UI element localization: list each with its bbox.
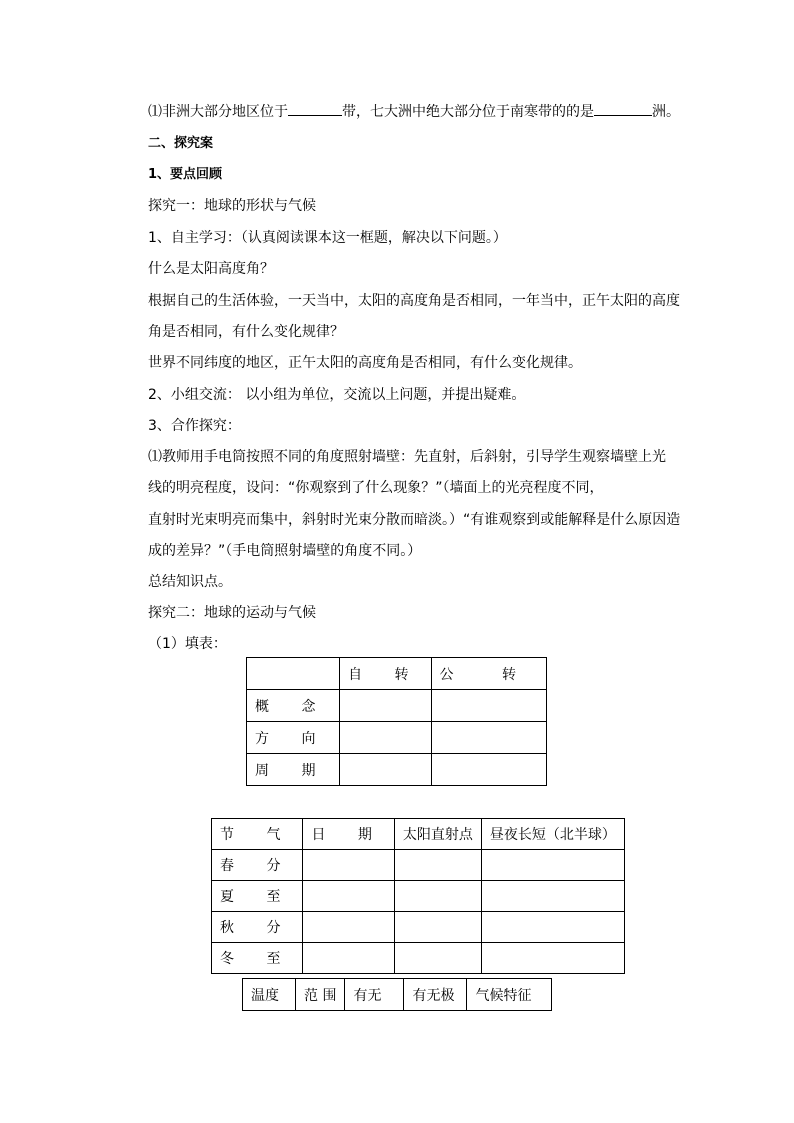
explore-2-title: 探究二：地球的运动与气候: [148, 605, 316, 621]
answer-blank-2[interactable]: [594, 101, 652, 116]
summary-note: 总结知识点。: [148, 574, 232, 590]
question-1-part2: 带，七大洲中绝大部分位于南寒带的的是: [342, 104, 594, 120]
table-header-cell: 公 转: [431, 658, 546, 690]
table-row: [212, 850, 625, 881]
table-input-cell[interactable]: [394, 912, 481, 943]
question-1: [148, 101, 680, 122]
temperature-zone-table: [242, 978, 552, 1011]
table-input-cell[interactable]: [431, 754, 546, 786]
table-row: [247, 690, 547, 722]
table-input-cell[interactable]: [394, 881, 481, 912]
table-row-label: 冬 至: [212, 943, 303, 974]
question-1-part1: ⑴非洲大部分地区位于: [148, 104, 288, 120]
table-header-cell: [247, 658, 340, 690]
solar-terms-table: [211, 818, 625, 974]
table-row-label: 春 分: [212, 850, 303, 881]
table-input-cell[interactable]: [394, 943, 481, 974]
table-row: [247, 722, 547, 754]
section-heading-explore: 二、探究案: [148, 136, 214, 151]
table-input-cell[interactable]: [303, 881, 394, 912]
table-input-cell[interactable]: [340, 754, 431, 786]
rotation-revolution-table: [246, 657, 547, 786]
table-row: [212, 819, 625, 850]
teacher-demo-line-3: 直射时光束明亮而集中，斜射时光束分散而暗淡。）“有谁观察到或能解释是什么原因造: [148, 512, 681, 528]
subheading-review: 1、要点回顾: [148, 167, 223, 182]
cooperative-inquiry: 3、合作探究：: [148, 418, 241, 434]
table-row-label: 秋 分: [212, 912, 303, 943]
table-input-cell[interactable]: [481, 850, 624, 881]
teacher-demo-line-1: ⑴教师用手电筒按照不同的角度照射墙壁：先直射，后斜射，引导学生观察墙壁上光: [148, 449, 666, 465]
table-input-cell[interactable]: [340, 690, 431, 722]
table-row: [212, 912, 625, 943]
table-input-cell[interactable]: [481, 943, 624, 974]
table-row-label: 方 向: [247, 722, 340, 754]
fill-table-instruction: （1）填表：: [148, 636, 227, 652]
table-input-cell[interactable]: [303, 850, 394, 881]
teacher-demo-line-4: 成的差异？”（手电筒照射墙壁的角度不同。）: [148, 543, 422, 559]
question-daily-line-2: 角是否相同，有什么变化规律？: [148, 324, 344, 340]
table-input-cell[interactable]: [394, 850, 481, 881]
table-input-cell[interactable]: [481, 912, 624, 943]
table-input-cell[interactable]: [303, 943, 394, 974]
table-header-cell: 气候特征: [467, 979, 552, 1011]
table-header-cell: 节 气: [212, 819, 303, 850]
explore-1-title: 探究一：地球的形状与气候: [148, 198, 316, 214]
question-1-part3: 洲。: [652, 104, 680, 120]
table-input-cell[interactable]: [303, 912, 394, 943]
table-header-cell: 自 转: [340, 658, 431, 690]
table-header-cell: 太阳直射点: [394, 819, 481, 850]
table-row-label: 周 期: [247, 754, 340, 786]
table-header-cell: 有无极: [404, 979, 467, 1011]
table-row: [243, 979, 552, 1011]
group-discussion: 2、小组交流： 以小组为单位，交流以上问题，并提出疑难。: [148, 387, 526, 403]
table-row-label: 夏 至: [212, 881, 303, 912]
question-latitude: 世界不同纬度的地区，正午太阳的高度角是否相同，有什么变化规律。: [148, 355, 582, 371]
table-input-cell[interactable]: [481, 881, 624, 912]
table-row-label: 概 念: [247, 690, 340, 722]
table-header-cell: 范 围: [296, 979, 345, 1011]
teacher-demo-line-2: 线的明亮程度，设问：“你观察到了什么现象？”（墙面上的光亮程度不同，: [148, 480, 604, 496]
question-sun-angle: 什么是太阳高度角？: [148, 261, 274, 277]
table-row: [212, 881, 625, 912]
table-header-cell: 昼夜长短（北半球）: [481, 819, 624, 850]
table-row: [247, 754, 547, 786]
table-row: [247, 658, 547, 690]
question-daily-line-1: 根据自己的生活体验，一天当中，太阳的高度角是否相同，一年当中，正午太阳的高度: [148, 293, 680, 309]
table-row: [212, 943, 625, 974]
table-input-cell[interactable]: [340, 722, 431, 754]
table-header-cell: 有无: [345, 979, 404, 1011]
table-header-cell: 日 期: [303, 819, 394, 850]
table-input-cell[interactable]: [431, 690, 546, 722]
self-study-item: 1、自主学习：（认真阅读课本这一框题，解决以下问题。）: [148, 230, 507, 246]
table-header-cell: 温度: [243, 979, 296, 1011]
table-input-cell[interactable]: [431, 722, 546, 754]
answer-blank-1[interactable]: [288, 101, 342, 116]
